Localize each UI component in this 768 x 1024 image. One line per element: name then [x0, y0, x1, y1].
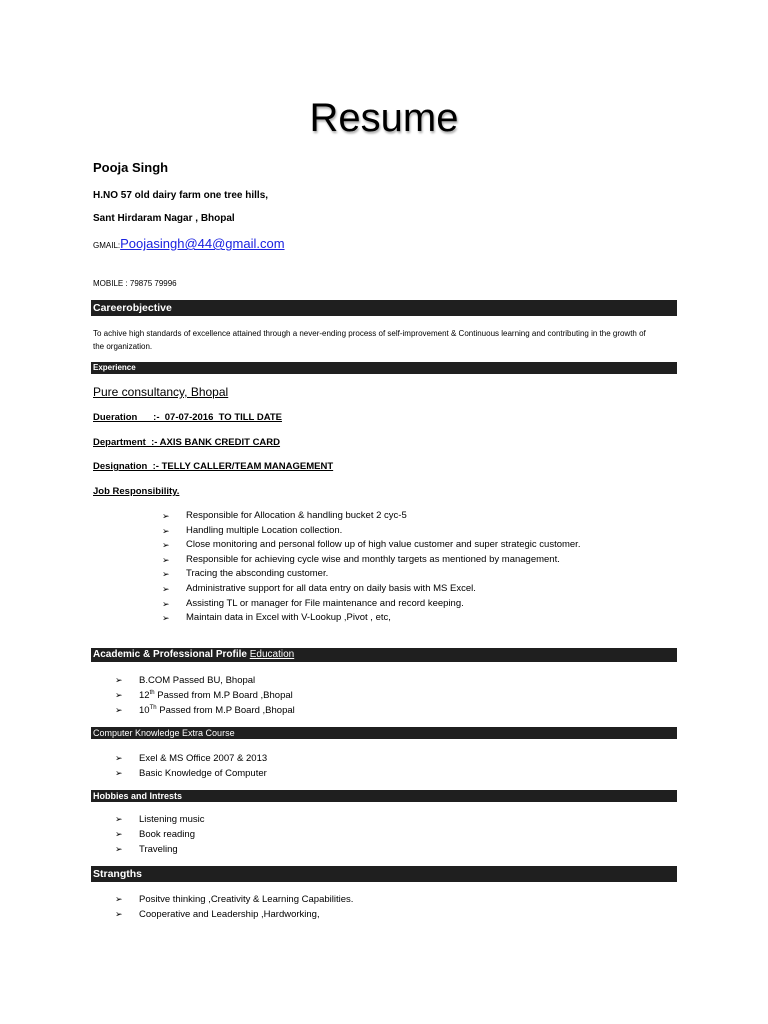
- career-objective-heading: Careerobjective: [91, 300, 677, 316]
- arrow-bullet-icon: ➢: [115, 814, 123, 824]
- arrow-bullet-icon: ➢: [115, 894, 123, 904]
- arrow-bullet-icon: ➢: [162, 511, 170, 521]
- arrow-bullet-icon: ➢: [162, 598, 170, 609]
- list-item: ➢ Maintain data in Excel with V-Lookup ,Pivot , etc,: [186, 611, 580, 626]
- list-item: ➢ Positve thinking ,Creativity & Learning Capabilities.: [115, 894, 354, 905]
- list-item: ➢ Responsible for Allocation & handling bucket 2 cyc-5: [186, 509, 580, 524]
- computer-knowledge-heading: Computer Knowledge Extra Course: [91, 727, 677, 739]
- list-item: ➢ 12th Passed from M.P Board ,Bhopal: [115, 689, 293, 701]
- list-item: ➢ Tracing the absconding customer.: [186, 567, 580, 582]
- job-responsibility-heading: Job Responsibility.: [93, 486, 180, 497]
- list-item: ➢ Book reading: [115, 829, 195, 840]
- list-item: ➢ Assisting TL or manager for File maintenance and record keeping.: [186, 597, 580, 612]
- email-link[interactable]: Poojasingh@44@gmail.com: [120, 236, 285, 251]
- list-item: ➢ Handling multiple Location collection.: [186, 524, 580, 539]
- designation-field: Designation :- TELLY CALLER/TEAM MANAGEMENT: [93, 461, 334, 472]
- list-item: ➢ Listening music: [115, 814, 205, 825]
- education-list: [115, 673, 295, 718]
- arrow-bullet-icon: ➢: [115, 675, 123, 685]
- hobbies-heading: Hobbies and Intrests: [91, 790, 677, 802]
- address-line-2: Sant Hirdaram Nagar , Bhopal: [93, 213, 235, 224]
- email-label: GMAIL:: [93, 241, 121, 250]
- list-item: ➢ Administrative support for all data entry on daily basis with MS Excel.: [186, 582, 580, 597]
- strengths-list: [115, 892, 354, 922]
- strengths-heading: Strangths: [91, 866, 677, 882]
- arrow-bullet-icon: ➢: [162, 613, 170, 624]
- arrow-bullet-icon: ➢: [115, 829, 123, 839]
- arrow-bullet-icon: ➢: [162, 525, 170, 536]
- list-item: ➢ Traveling: [115, 844, 178, 855]
- company-name: Pure consultancy, Bhopal: [93, 385, 229, 399]
- arrow-bullet-icon: ➢: [162, 554, 170, 565]
- academic-heading: Academic & Professional Profile Education: [91, 648, 677, 662]
- experience-heading: Experience: [91, 362, 677, 374]
- arrow-bullet-icon: ➢: [115, 690, 123, 700]
- address-line-1: H.NO 57 old dairy farm one tree hills,: [93, 190, 269, 201]
- computer-knowledge-list: [115, 751, 268, 781]
- arrow-bullet-icon: ➢: [115, 909, 123, 919]
- list-item: ➢ Close monitoring and personal follow up of high value customer and super strategic customer.: [186, 538, 580, 553]
- email-row: [93, 236, 285, 251]
- arrow-bullet-icon: ➢: [162, 569, 170, 580]
- career-objective-text: To achive high standards of excellence attained through a never-ending process of self-improvement & Continuous learning and contributing in the growth of the organization.: [93, 329, 646, 351]
- duration-field: Dueration :- 07-07-2016 TO TILL DATE: [93, 412, 282, 423]
- arrow-bullet-icon: ➢: [115, 705, 123, 715]
- arrow-bullet-icon: ➢: [115, 844, 123, 854]
- department-field: Department :- AXIS BANK CREDIT CARD: [93, 437, 281, 448]
- list-item: ➢ B.COM Passed BU, Bhopal: [115, 675, 256, 686]
- arrow-bullet-icon: ➢: [162, 540, 170, 551]
- candidate-name: Pooja Singh: [93, 160, 169, 175]
- list-item: ➢ Cooperative and Leadership ,Hardworking,: [115, 909, 320, 920]
- list-item: ➢ Exel & MS Office 2007 & 2013: [115, 753, 268, 764]
- arrow-bullet-icon: ➢: [115, 753, 123, 763]
- hobbies-list: [115, 812, 205, 857]
- responsibility-list: [162, 509, 581, 626]
- arrow-bullet-icon: ➢: [162, 583, 170, 594]
- arrow-bullet-icon: ➢: [115, 768, 123, 778]
- list-item: ➢ 10Th Passed from M.P Board ,Bhopal: [115, 704, 295, 716]
- page-title: Resume: [309, 96, 459, 140]
- mobile-number: MOBILE : 79875 79996: [93, 279, 177, 288]
- list-item: ➢ Basic Knowledge of Computer: [115, 768, 267, 779]
- list-item: ➢ Responsible for achieving cycle wise and monthly targets as mentioned by management.: [186, 553, 580, 568]
